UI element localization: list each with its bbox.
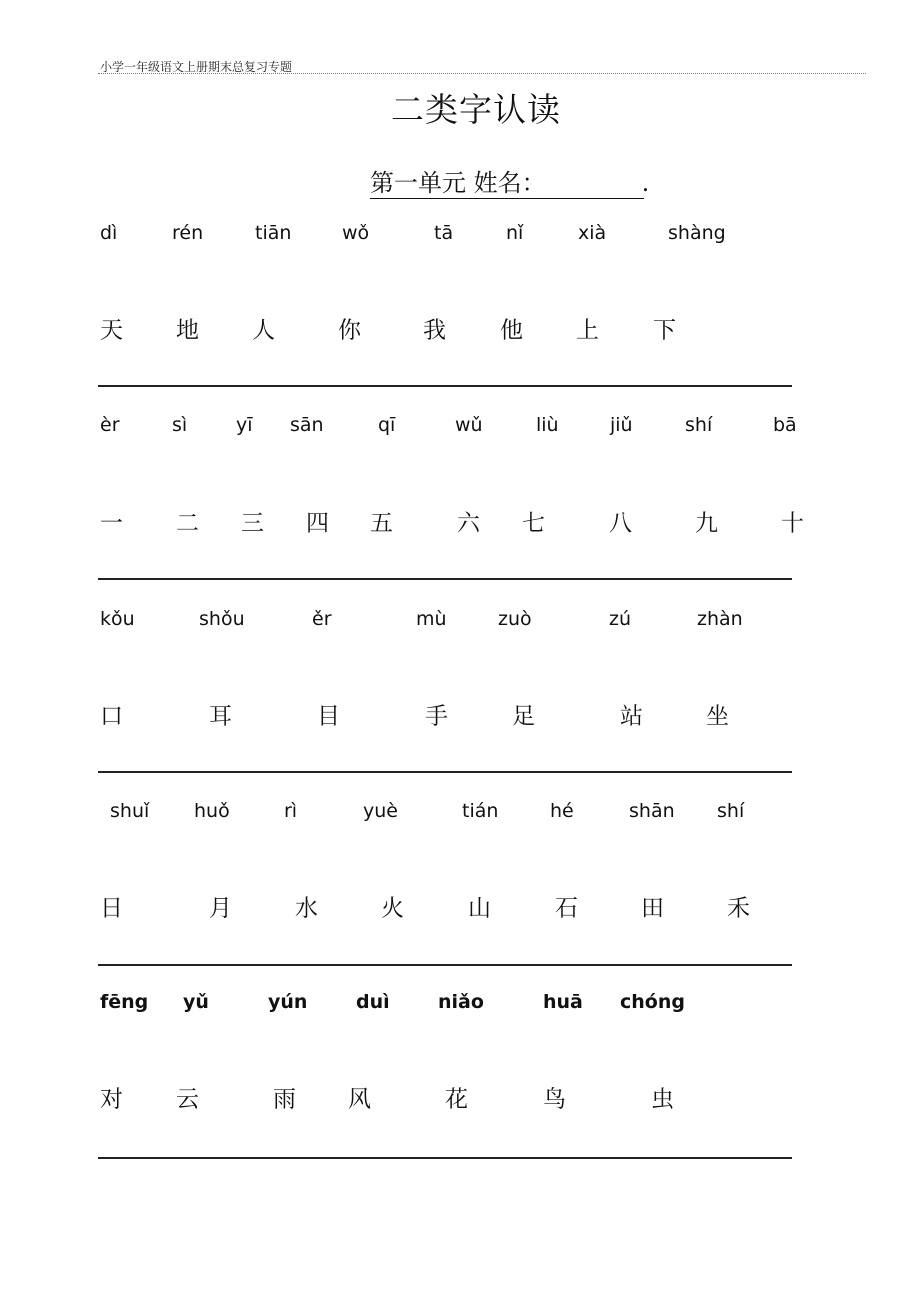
- hanzi-char: 下: [653, 317, 676, 344]
- hanzi-char: 足: [512, 703, 535, 730]
- pinyin-label: rén: [172, 222, 204, 244]
- pinyin-label: niǎo: [438, 991, 484, 1013]
- hanzi-char: 我: [423, 317, 446, 344]
- hanzi-char: 上: [576, 317, 599, 344]
- hanzi-char: 十: [781, 510, 804, 537]
- hanzi-char: 二: [176, 510, 199, 537]
- hanzi-char: 地: [176, 317, 199, 344]
- pinyin-label: shān: [629, 800, 675, 822]
- name-label: 姓名：: [473, 169, 546, 197]
- pinyin-label: duì: [356, 991, 390, 1013]
- pinyin-label: yī: [236, 414, 253, 436]
- hanzi-char: 一: [100, 510, 123, 537]
- pinyin-label: tiān: [255, 222, 292, 244]
- hanzi-char: 坐: [706, 703, 729, 730]
- hanzi-char: 对: [100, 1086, 123, 1113]
- pinyin-label: jiǔ: [610, 414, 633, 436]
- pinyin-label: nǐ: [506, 222, 524, 244]
- pinyin-label: zuò: [498, 608, 532, 630]
- header-divider: [98, 73, 866, 74]
- pinyin-label: huā: [543, 991, 583, 1013]
- hanzi-char: 天: [100, 317, 123, 344]
- hanzi-char: 禾: [727, 895, 750, 922]
- pinyin-label: shí: [685, 414, 713, 436]
- pinyin-label: dì: [100, 222, 118, 244]
- page-title: 二类字认读: [391, 90, 561, 129]
- hanzi-char: 六: [457, 510, 480, 537]
- pinyin-label: shuǐ: [110, 800, 150, 822]
- pinyin-label: xià: [578, 222, 607, 244]
- section-divider: [98, 771, 792, 773]
- pinyin-label: shí: [717, 800, 745, 822]
- pinyin-label: wǔ: [455, 414, 483, 436]
- hanzi-char: 月: [209, 895, 232, 922]
- pinyin-label: chóng: [620, 991, 685, 1013]
- pinyin-label: bā: [773, 414, 797, 436]
- hanzi-char: 风: [348, 1086, 371, 1113]
- subtitle: [370, 168, 650, 199]
- pinyin-label: huǒ: [194, 800, 230, 822]
- hanzi-char: 日: [100, 895, 123, 922]
- hanzi-char: 人: [252, 317, 275, 344]
- hanzi-char: 虫: [651, 1086, 674, 1113]
- pinyin-label: sān: [290, 414, 324, 436]
- pinyin-label: zhàn: [697, 608, 743, 630]
- hanzi-char: 耳: [209, 703, 232, 730]
- unit-label: 第一单元: [370, 169, 466, 197]
- section-divider: [98, 578, 792, 580]
- pinyin-label: yuè: [363, 800, 398, 822]
- section-divider: [98, 385, 792, 387]
- hanzi-char: 田: [641, 895, 664, 922]
- pinyin-label: liù: [536, 414, 559, 436]
- pinyin-label: zú: [609, 608, 632, 630]
- hanzi-char: 水: [295, 895, 318, 922]
- pinyin-label: rì: [284, 800, 298, 822]
- pinyin-label: wǒ: [342, 222, 370, 244]
- hanzi-char: 他: [500, 317, 523, 344]
- pinyin-label: yún: [268, 991, 308, 1013]
- hanzi-char: 山: [468, 895, 491, 922]
- hanzi-char: 火: [381, 895, 404, 922]
- hanzi-char: 云: [176, 1086, 199, 1113]
- hanzi-char: 三: [241, 510, 264, 537]
- pinyin-label: fēng: [100, 991, 149, 1013]
- hanzi-char: 站: [620, 703, 643, 730]
- pinyin-label: tián: [462, 800, 499, 822]
- pinyin-label: mù: [416, 608, 447, 630]
- pinyin-label: hé: [550, 800, 574, 822]
- pinyin-label: sì: [172, 414, 188, 436]
- hanzi-char: 花: [445, 1086, 468, 1113]
- pinyin-label: kǒu: [100, 608, 135, 630]
- hanzi-char: 七: [522, 510, 545, 537]
- hanzi-char: 四: [306, 510, 329, 537]
- hanzi-char: 雨: [273, 1086, 296, 1113]
- hanzi-char: 目: [317, 703, 340, 730]
- pinyin-label: shǒu: [199, 608, 245, 630]
- hanzi-char: 石: [555, 895, 578, 922]
- hanzi-char: 鸟: [543, 1086, 566, 1113]
- header-text: 小学一年级语文上册期末总复习专题: [100, 60, 293, 74]
- hanzi-char: 手: [425, 703, 448, 730]
- hanzi-char: 九: [695, 510, 718, 537]
- pinyin-label: tā: [434, 222, 454, 244]
- hanzi-char: 口: [100, 703, 123, 730]
- pinyin-label: èr: [100, 414, 120, 436]
- pinyin-label: shàng: [668, 222, 726, 244]
- section-divider: [98, 1157, 792, 1159]
- hanzi-char: 你: [338, 317, 361, 344]
- hanzi-char: 八: [609, 510, 632, 537]
- pinyin-label: ěr: [312, 608, 332, 630]
- subtitle-end: .: [641, 169, 650, 197]
- hanzi-char: 五: [370, 510, 393, 537]
- section-divider: [98, 964, 792, 966]
- pinyin-label: yǔ: [183, 991, 209, 1013]
- pinyin-label: qī: [378, 414, 396, 436]
